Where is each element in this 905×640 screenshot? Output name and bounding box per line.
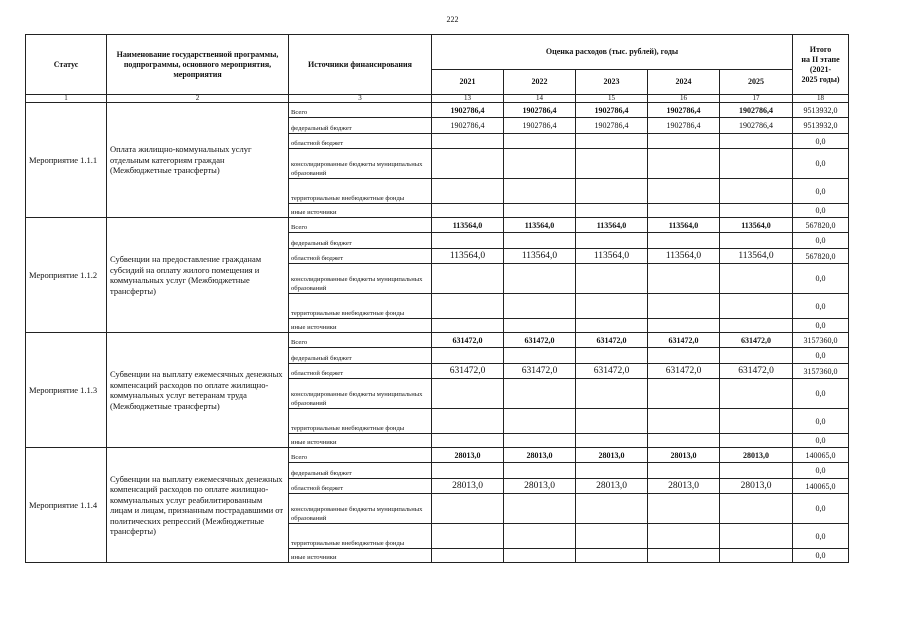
year-value (720, 494, 793, 524)
funding-source: федеральный бюджет (289, 463, 432, 479)
header-total-line2: на II этапе (801, 54, 840, 64)
stage-total: 0,0 (793, 463, 849, 479)
year-value (432, 409, 504, 434)
year-value (504, 463, 576, 479)
year-value (576, 179, 648, 204)
year-value: 113564,0 (720, 218, 793, 233)
funding-source: областной бюджет (289, 249, 432, 264)
year-value (720, 379, 793, 409)
year-value (576, 204, 648, 218)
year-value (648, 379, 720, 409)
funding-source: федеральный бюджет (289, 348, 432, 364)
column-index: 17 (720, 95, 793, 103)
year-value: 113564,0 (432, 218, 504, 233)
stage-total: 0,0 (793, 264, 849, 294)
table-row (26, 333, 849, 348)
year-value (576, 134, 648, 149)
year-value (648, 409, 720, 434)
funding-source: иные источники (289, 434, 432, 448)
measure-status: Мероприятие 1.1.4 (26, 448, 107, 563)
year-value (576, 264, 648, 294)
stage-total: 0,0 (793, 379, 849, 409)
year-value (504, 149, 576, 179)
stage-total: 0,0 (793, 294, 849, 319)
year-value (432, 264, 504, 294)
measure-name: Субвенции на выплату ежемесячных денежных компенсаций расходов по оплате жилищно-коммунальных услуг ветеранам труда (Межбюджетные трансферты) (107, 333, 289, 448)
funding-source: территориальные внебюджетные фонды (289, 409, 432, 434)
funding-source: федеральный бюджет (289, 118, 432, 134)
year-value: 1902786,4 (432, 118, 504, 134)
year-value: 631472,0 (648, 333, 720, 348)
year-value (504, 494, 576, 524)
year-value (432, 348, 504, 364)
header-year: 2024 (648, 70, 720, 95)
year-value (720, 233, 793, 249)
year-value (720, 204, 793, 218)
header-source: Источники финансирования (289, 35, 432, 95)
year-value (648, 179, 720, 204)
stage-total: 140065,0 (793, 479, 849, 494)
column-index: 3 (289, 95, 432, 103)
page-number: 222 (446, 15, 459, 24)
year-value (432, 549, 504, 563)
stage-total: 3157360,0 (793, 333, 849, 348)
year-value: 1902786,4 (504, 118, 576, 134)
year-value (720, 348, 793, 364)
column-index: 2 (107, 95, 289, 103)
year-value (504, 264, 576, 294)
funding-source: Всего (289, 218, 432, 233)
year-value: 631472,0 (576, 364, 648, 379)
stage-total: 0,0 (793, 494, 849, 524)
year-value: 1902786,4 (648, 103, 720, 118)
funding-source: иные источники (289, 204, 432, 218)
year-value: 113564,0 (648, 249, 720, 264)
year-value: 631472,0 (576, 333, 648, 348)
year-value: 28013,0 (504, 448, 576, 463)
table-row (26, 448, 849, 463)
stage-total: 3157360,0 (793, 364, 849, 379)
year-value (648, 348, 720, 364)
budget-table (25, 34, 849, 563)
funding-source: консолидированные бюджеты муниципальных образований (289, 494, 432, 524)
header-year: 2025 (720, 70, 793, 95)
funding-source: иные источники (289, 319, 432, 333)
year-value: 113564,0 (432, 249, 504, 264)
year-value: 28013,0 (432, 479, 504, 494)
table-row (26, 103, 849, 118)
year-value: 631472,0 (432, 364, 504, 379)
funding-source: территориальные внебюджетные фонды (289, 179, 432, 204)
year-value (504, 524, 576, 549)
year-value: 113564,0 (576, 218, 648, 233)
header-estimate: Оценка расходов (тыс. рублей), годы (432, 35, 793, 70)
header-total-line4: 2025 годы) (801, 74, 840, 84)
year-value: 28013,0 (576, 479, 648, 494)
year-value (648, 149, 720, 179)
year-value (648, 204, 720, 218)
year-value (432, 494, 504, 524)
year-value (576, 494, 648, 524)
year-value (432, 463, 504, 479)
year-value (720, 463, 793, 479)
column-index: 18 (793, 95, 849, 103)
year-value: 113564,0 (576, 249, 648, 264)
funding-source: областной бюджет (289, 479, 432, 494)
year-value: 28013,0 (720, 479, 793, 494)
stage-total: 567820,0 (793, 249, 849, 264)
header-year: 2023 (576, 70, 648, 95)
stage-total: 0,0 (793, 233, 849, 249)
table-row (26, 218, 849, 233)
funding-source: Всего (289, 448, 432, 463)
year-value: 28013,0 (576, 448, 648, 463)
year-value (720, 134, 793, 149)
year-value (648, 134, 720, 149)
year-value (576, 463, 648, 479)
funding-source: иные источники (289, 549, 432, 563)
year-value: 631472,0 (648, 364, 720, 379)
year-value (576, 319, 648, 333)
header-total-line3: (2021- (809, 64, 832, 74)
year-value (432, 434, 504, 448)
column-index: 14 (504, 95, 576, 103)
measure-status: Мероприятие 1.1.2 (26, 218, 107, 333)
funding-source: областной бюджет (289, 364, 432, 379)
year-value: 631472,0 (504, 333, 576, 348)
year-value (576, 233, 648, 249)
column-index: 1 (26, 95, 107, 103)
year-value (432, 149, 504, 179)
year-value: 1902786,4 (504, 103, 576, 118)
year-value: 113564,0 (504, 218, 576, 233)
year-value (432, 179, 504, 204)
column-index: 13 (432, 95, 504, 103)
year-value: 631472,0 (720, 364, 793, 379)
year-value: 631472,0 (720, 333, 793, 348)
year-value (648, 264, 720, 294)
funding-source: консолидированные бюджеты муниципальных образований (289, 264, 432, 294)
year-value: 28013,0 (720, 448, 793, 463)
year-value (648, 434, 720, 448)
header-total (793, 35, 849, 95)
funding-source: консолидированные бюджеты муниципальных образований (289, 379, 432, 409)
column-index: 15 (576, 95, 648, 103)
year-value (504, 348, 576, 364)
stage-total: 0,0 (793, 524, 849, 549)
year-value (504, 204, 576, 218)
measure-name: Субвенции на предоставление гражданам субсидий на оплату жилого помещения и коммунальных услуг (Межбюджетные трансферты) (107, 218, 289, 333)
year-value: 28013,0 (504, 479, 576, 494)
year-value: 113564,0 (648, 218, 720, 233)
year-value: 631472,0 (432, 333, 504, 348)
year-value (504, 134, 576, 149)
year-value (576, 524, 648, 549)
measure-name: Оплата жилищно-коммунальных услуг отдельным категориям граждан (Межбюджетные трансферты) (107, 103, 289, 218)
year-value (504, 434, 576, 448)
funding-source: Всего (289, 333, 432, 348)
year-value: 28013,0 (432, 448, 504, 463)
year-value (432, 524, 504, 549)
year-value (720, 294, 793, 319)
year-value (432, 204, 504, 218)
header-status: Статус (26, 35, 107, 95)
year-value (432, 134, 504, 149)
year-value (720, 179, 793, 204)
funding-source: Всего (289, 103, 432, 118)
header-year: 2021 (432, 70, 504, 95)
stage-total: 9513932,0 (793, 103, 849, 118)
year-value (648, 549, 720, 563)
measure-status: Мероприятие 1.1.1 (26, 103, 107, 218)
stage-total: 0,0 (793, 179, 849, 204)
year-value (504, 379, 576, 409)
year-value (720, 409, 793, 434)
year-value (504, 294, 576, 319)
stage-total: 0,0 (793, 549, 849, 563)
year-value: 1902786,4 (576, 103, 648, 118)
year-value: 1902786,4 (432, 103, 504, 118)
year-value (504, 179, 576, 204)
table-body (26, 103, 849, 563)
year-value (648, 319, 720, 333)
stage-total: 0,0 (793, 149, 849, 179)
funding-source: консолидированные бюджеты муниципальных образований (289, 149, 432, 179)
year-value (576, 549, 648, 563)
year-value: 113564,0 (720, 249, 793, 264)
year-value (576, 149, 648, 179)
year-value (576, 379, 648, 409)
year-value (504, 233, 576, 249)
header-total-line1: Итого (809, 44, 832, 54)
year-value (504, 409, 576, 434)
stage-total: 0,0 (793, 409, 849, 434)
stage-total: 9513932,0 (793, 118, 849, 134)
year-value (432, 319, 504, 333)
year-value (648, 463, 720, 479)
stage-total: 0,0 (793, 319, 849, 333)
column-index: 16 (648, 95, 720, 103)
year-value (576, 434, 648, 448)
stage-total: 140065,0 (793, 448, 849, 463)
stage-total: 0,0 (793, 204, 849, 218)
year-value: 113564,0 (504, 249, 576, 264)
funding-source: территориальные внебюджетные фонды (289, 294, 432, 319)
year-value (504, 319, 576, 333)
year-value (720, 149, 793, 179)
year-value (648, 494, 720, 524)
year-value (648, 524, 720, 549)
year-value: 631472,0 (504, 364, 576, 379)
year-value (720, 549, 793, 563)
year-value (432, 233, 504, 249)
measure-name: Субвенции на выплату ежемесячных денежных компенсаций расходов по оплате жилищно-коммунальных услуг реабилитированным лицам и лицам, признанным пострадавшими от политических репрессий (Межбюджетные трансферты) (107, 448, 289, 563)
year-value: 28013,0 (648, 448, 720, 463)
year-value (648, 233, 720, 249)
year-value (720, 264, 793, 294)
year-value (720, 434, 793, 448)
stage-total: 0,0 (793, 348, 849, 364)
year-value (720, 524, 793, 549)
year-value (648, 294, 720, 319)
year-value: 28013,0 (648, 479, 720, 494)
year-value (432, 379, 504, 409)
year-value: 1902786,4 (720, 103, 793, 118)
funding-source: областной бюджет (289, 134, 432, 149)
year-value (576, 348, 648, 364)
stage-total: 567820,0 (793, 218, 849, 233)
funding-source: территориальные внебюджетные фонды (289, 524, 432, 549)
year-value (432, 294, 504, 319)
stage-total: 0,0 (793, 434, 849, 448)
year-value (576, 409, 648, 434)
measure-status: Мероприятие 1.1.3 (26, 333, 107, 448)
year-value: 1902786,4 (576, 118, 648, 134)
year-value (504, 549, 576, 563)
stage-total: 0,0 (793, 134, 849, 149)
funding-source: федеральный бюджет (289, 233, 432, 249)
year-value (576, 294, 648, 319)
year-value (720, 319, 793, 333)
year-value: 1902786,4 (720, 118, 793, 134)
header-year: 2022 (504, 70, 576, 95)
header-name: Наименование государственной программы, подпрограммы, основного мероприятия, мероприятия (107, 35, 289, 95)
year-value: 1902786,4 (648, 118, 720, 134)
